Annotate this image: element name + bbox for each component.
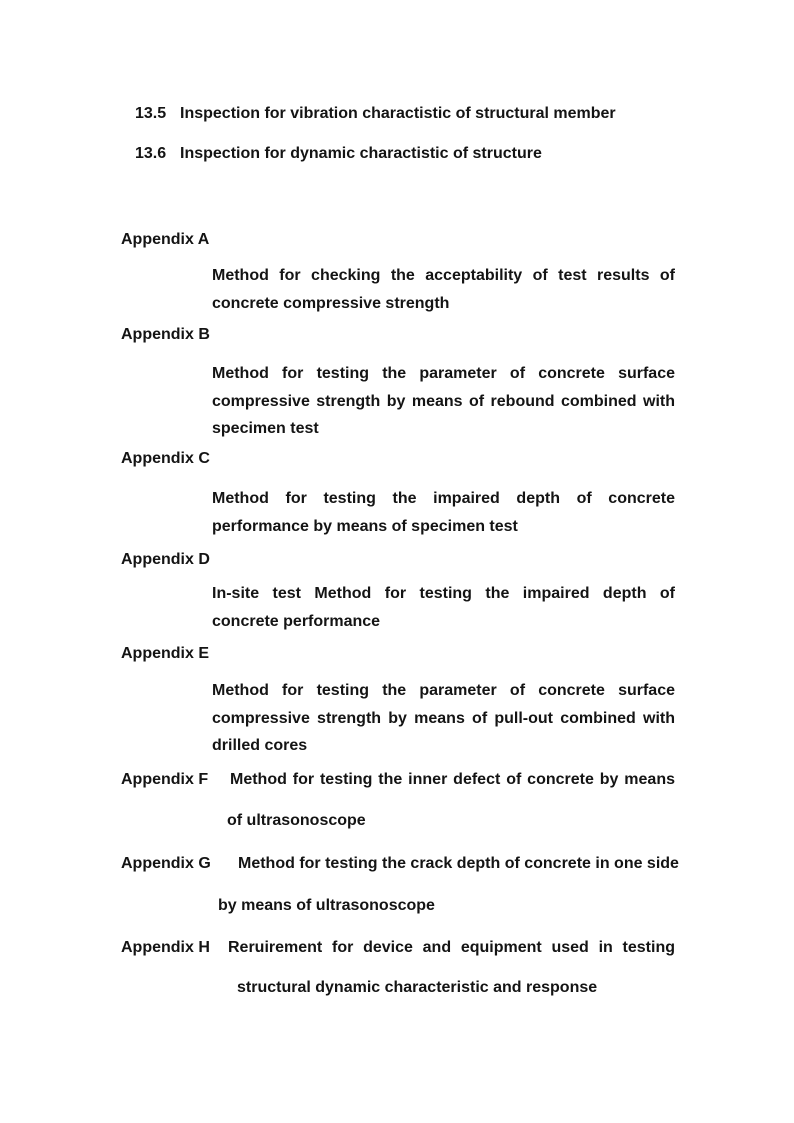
- appendix-description-line: compressive strength by means of rebound combined with: [212, 392, 675, 410]
- toc-entry-number: 13.5: [135, 105, 167, 122]
- toc-entry-title: Inspection for vibration charactistic of structural member: [180, 105, 616, 122]
- appendix-c-description: [212, 485, 675, 540]
- appendix-d-label: Appendix D: [121, 551, 210, 568]
- appendix-c-label: Appendix C: [121, 450, 210, 467]
- appendix-description-line: Method for testing the parameter of concrete surface: [212, 365, 675, 382]
- appendix-description-line: structural dynamic characteristic and response: [237, 979, 598, 996]
- appendix-b-description: [212, 360, 675, 443]
- appendix-description-line: specimen test: [212, 420, 319, 437]
- appendix-description-line: In-site test Method for testing the impaired depth of: [212, 585, 675, 602]
- toc-entry-13-6: [135, 144, 542, 164]
- appendix-e-label: Appendix E: [121, 645, 210, 662]
- appendix-description-line: Method for testing the inner defect of concrete by means: [230, 771, 675, 788]
- appendix-description-line: concrete performance: [212, 612, 381, 630]
- appendix-g-label: Appendix G: [121, 855, 211, 872]
- appendix-a-description: [212, 262, 675, 317]
- appendix-description-line: Method for testing the parameter of concrete surface: [212, 682, 675, 699]
- appendix-description-line: Reruirement for device and equipment used in testing: [228, 939, 675, 956]
- appendix-d-description: [212, 580, 675, 635]
- appendix-description-line: by means of ultrasonoscope: [218, 897, 435, 914]
- appendix-description-line: Method for checking the acceptability of test results of: [212, 267, 675, 284]
- toc-entry-13-5: [135, 104, 616, 124]
- appendix-description-line: compressive strength by means of pull-out combined with: [212, 709, 675, 727]
- appendix-description-line: drilled cores: [212, 737, 308, 754]
- appendix-f-label: Appendix F: [121, 771, 209, 788]
- toc-entry-title: Inspection for dynamic charactistic of structure: [180, 145, 542, 162]
- appendix-description-line: Method for testing the crack depth of concrete in one side: [238, 855, 679, 872]
- appendix-b-label: Appendix B: [121, 326, 210, 343]
- appendix-e-description: [212, 677, 675, 760]
- toc-entry-number: 13.6: [135, 145, 167, 162]
- appendix-description-line: of ultrasonoscope: [227, 812, 366, 829]
- appendix-description-line: performance by means of specimen test: [212, 517, 518, 535]
- appendix-h-label: Appendix H: [121, 939, 210, 956]
- appendix-a-label: Appendix A: [121, 231, 210, 248]
- appendix-description-line: Method for testing the impaired depth of concrete: [212, 490, 675, 507]
- appendix-description-line: concrete compressive strength: [212, 294, 450, 312]
